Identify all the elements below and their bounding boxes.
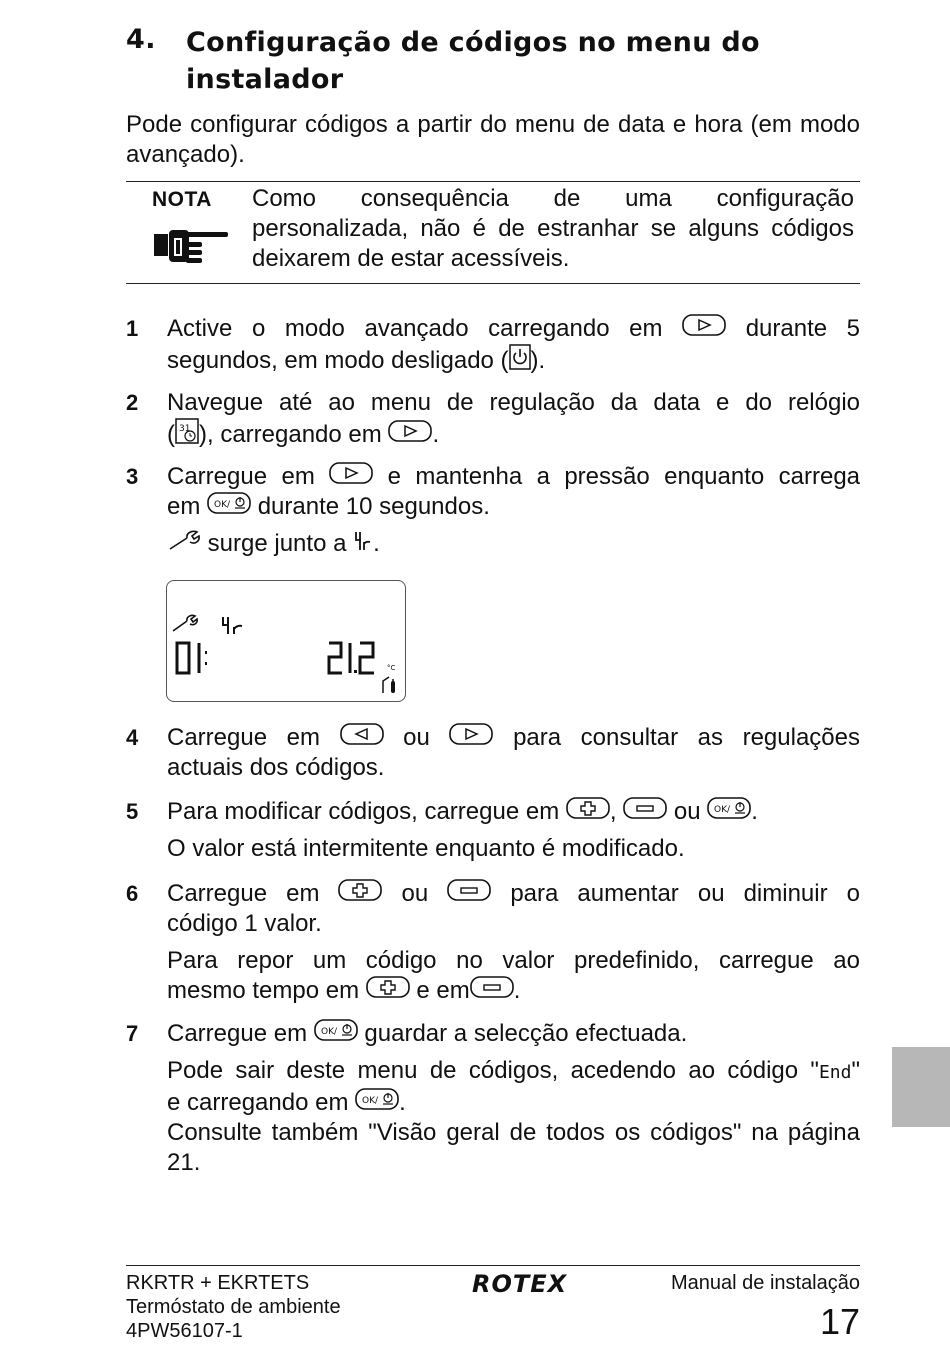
step-text: durante 5: [745, 315, 861, 342]
right-arrow-button-icon: [449, 723, 493, 747]
lcd-digit-2: [360, 643, 374, 673]
ok-button-icon: [207, 492, 251, 516]
plus-button-icon: [566, 797, 610, 821]
step-5: [126, 797, 860, 864]
svg-text:OK/: OK/: [320, 1027, 337, 1037]
step-text: em: [167, 493, 201, 520]
step-number: 3: [126, 464, 139, 489]
footer-document-code: 4PW56107-1: [126, 1320, 243, 1342]
right-arrow-button-icon: [329, 462, 373, 486]
step-1: [126, 314, 860, 376]
lcd-segments: [167, 581, 405, 701]
step-7: [126, 1019, 860, 1178]
ok-button-icon: [314, 1019, 358, 1043]
ok-button-icon: [707, 797, 751, 821]
step-text: .: [399, 1089, 406, 1116]
note-label: NOTA: [152, 188, 212, 211]
lcd-thermometer-bulb: [391, 681, 395, 693]
step-text: código 1 valor.: [167, 910, 322, 937]
step-text: Pode sair deste menu de códigos, acedendo ao código ": [167, 1057, 819, 1084]
intro-paragraph: Pode configurar códigos a partir do menu de data e hora (em modo avançado).: [126, 111, 860, 168]
step-2: [126, 388, 860, 450]
step-text: Carregue em: [167, 463, 315, 490]
pointing-hand-icon: [152, 220, 232, 270]
lcd-display: [166, 580, 406, 702]
step-text: ou: [403, 724, 430, 751]
step-text: Carregue em: [167, 880, 320, 907]
step-text: ou: [401, 880, 429, 907]
step-text: Para modificar códigos, carregue em: [167, 798, 560, 825]
step-text: para consultar as regulações: [513, 724, 861, 751]
note-bottom-rule: [126, 283, 860, 284]
step-text: ), carregando em: [199, 421, 382, 448]
step-text: .: [373, 530, 380, 557]
note-text: Como consequência de uma configuração personalizada, não é de estranhar se alguns códigos deixarem de estar acessíveis.: [252, 185, 854, 272]
plus-button-icon: [338, 879, 382, 903]
step-text: durante 10 segundos.: [257, 493, 490, 520]
calendar-clock-icon: [175, 418, 199, 444]
lcd-mode-4r: [223, 617, 242, 634]
page-number: 17: [819, 1301, 860, 1342]
step-text: Carregue em: [167, 1020, 308, 1047]
step-text: .: [513, 977, 521, 1004]
ok-button-icon: [355, 1088, 399, 1112]
svg-text:OK/: OK/: [362, 1096, 379, 1106]
note-top-rule: [126, 181, 860, 182]
lcd-colon-lower: [205, 662, 207, 665]
svg-text:OK/: OK/: [714, 805, 731, 815]
step-6: [126, 879, 860, 1006]
step-text: para aumentar ou diminuir o: [510, 880, 860, 907]
minus-button-icon: [447, 879, 491, 903]
lcd-colon: [205, 651, 207, 654]
step-text: e mantenha a pressão enquanto carrega: [387, 463, 861, 490]
step-text: actuais dos códigos.: [167, 754, 385, 781]
step-text: ).: [530, 347, 546, 374]
step-number: 4: [126, 725, 139, 750]
footer-product-info: [126, 1271, 341, 1343]
step-text: surge junto a: [207, 530, 347, 557]
section-title: Configuração de códigos no menu do instalador: [186, 27, 760, 95]
step-text: mesmo tempo em: [167, 977, 360, 1004]
step-text: .: [751, 798, 758, 825]
step-text: Carregue em: [167, 724, 320, 751]
section-tab: [892, 1047, 950, 1127]
step-text: Para repor um código no valor predefinido, carregue ao: [167, 947, 860, 974]
svg-text:OK/: OK/: [214, 500, 231, 510]
step-text: .: [432, 421, 440, 448]
lcd-code-end: End: [818, 1062, 852, 1083]
footer-rule: [126, 1265, 860, 1266]
minus-button-icon: [623, 797, 667, 821]
footer-manual-title: Manual de instalação: [670, 1272, 860, 1294]
footer-description: Termóstato de ambiente: [126, 1296, 341, 1318]
step-text: guardar a selecção efectuada.: [364, 1020, 688, 1047]
section-number: 4.: [126, 24, 157, 55]
footer-model: RKRTR + EKRTETS: [126, 1272, 310, 1294]
brand-logo: ROTEX: [472, 1270, 568, 1298]
step-number: 5: [126, 799, 139, 824]
power-icon: [509, 344, 531, 370]
minus-button-icon: [470, 976, 514, 1000]
step-text: e carregando em: [167, 1089, 349, 1116]
lcd-unit: °C: [387, 664, 396, 672]
step-number: 7: [126, 1021, 139, 1046]
step-text: e em: [416, 977, 470, 1004]
mode-4r-icon: [353, 529, 373, 553]
step-text: (: [167, 421, 175, 448]
step-3: [126, 462, 860, 559]
lcd-digit-0: [177, 643, 189, 673]
lcd-decimal-point: [354, 670, 357, 673]
step-text: Active o modo avançado carregando em: [167, 315, 663, 342]
svg-text:31: 31: [179, 424, 191, 434]
step-text: O valor está intermitente enquanto é modificado.: [167, 835, 685, 862]
step-text: ou: [673, 798, 701, 825]
step-4: [126, 723, 860, 783]
plus-button-icon: [366, 976, 410, 1000]
step-number: 2: [126, 390, 139, 415]
right-arrow-button-icon: [388, 420, 432, 444]
step-text: ": [851, 1057, 860, 1084]
left-arrow-button-icon: [340, 723, 384, 747]
step-number: 6: [126, 881, 139, 906]
right-arrow-button-icon: [682, 314, 726, 338]
step-text: segundos, em modo desligado (: [167, 347, 509, 374]
lcd-wrench-icon: [173, 615, 197, 631]
lcd-digit-2: [329, 643, 342, 673]
step-text: Navegue até ao menu de regulação da data e do relógio: [167, 389, 860, 416]
step-number: 1: [126, 316, 139, 341]
step-text: ,: [609, 798, 617, 825]
step-text: Consulte também "Visão geral de todos os códigos" na página 21.: [167, 1119, 860, 1176]
wrench-icon: [167, 529, 201, 553]
